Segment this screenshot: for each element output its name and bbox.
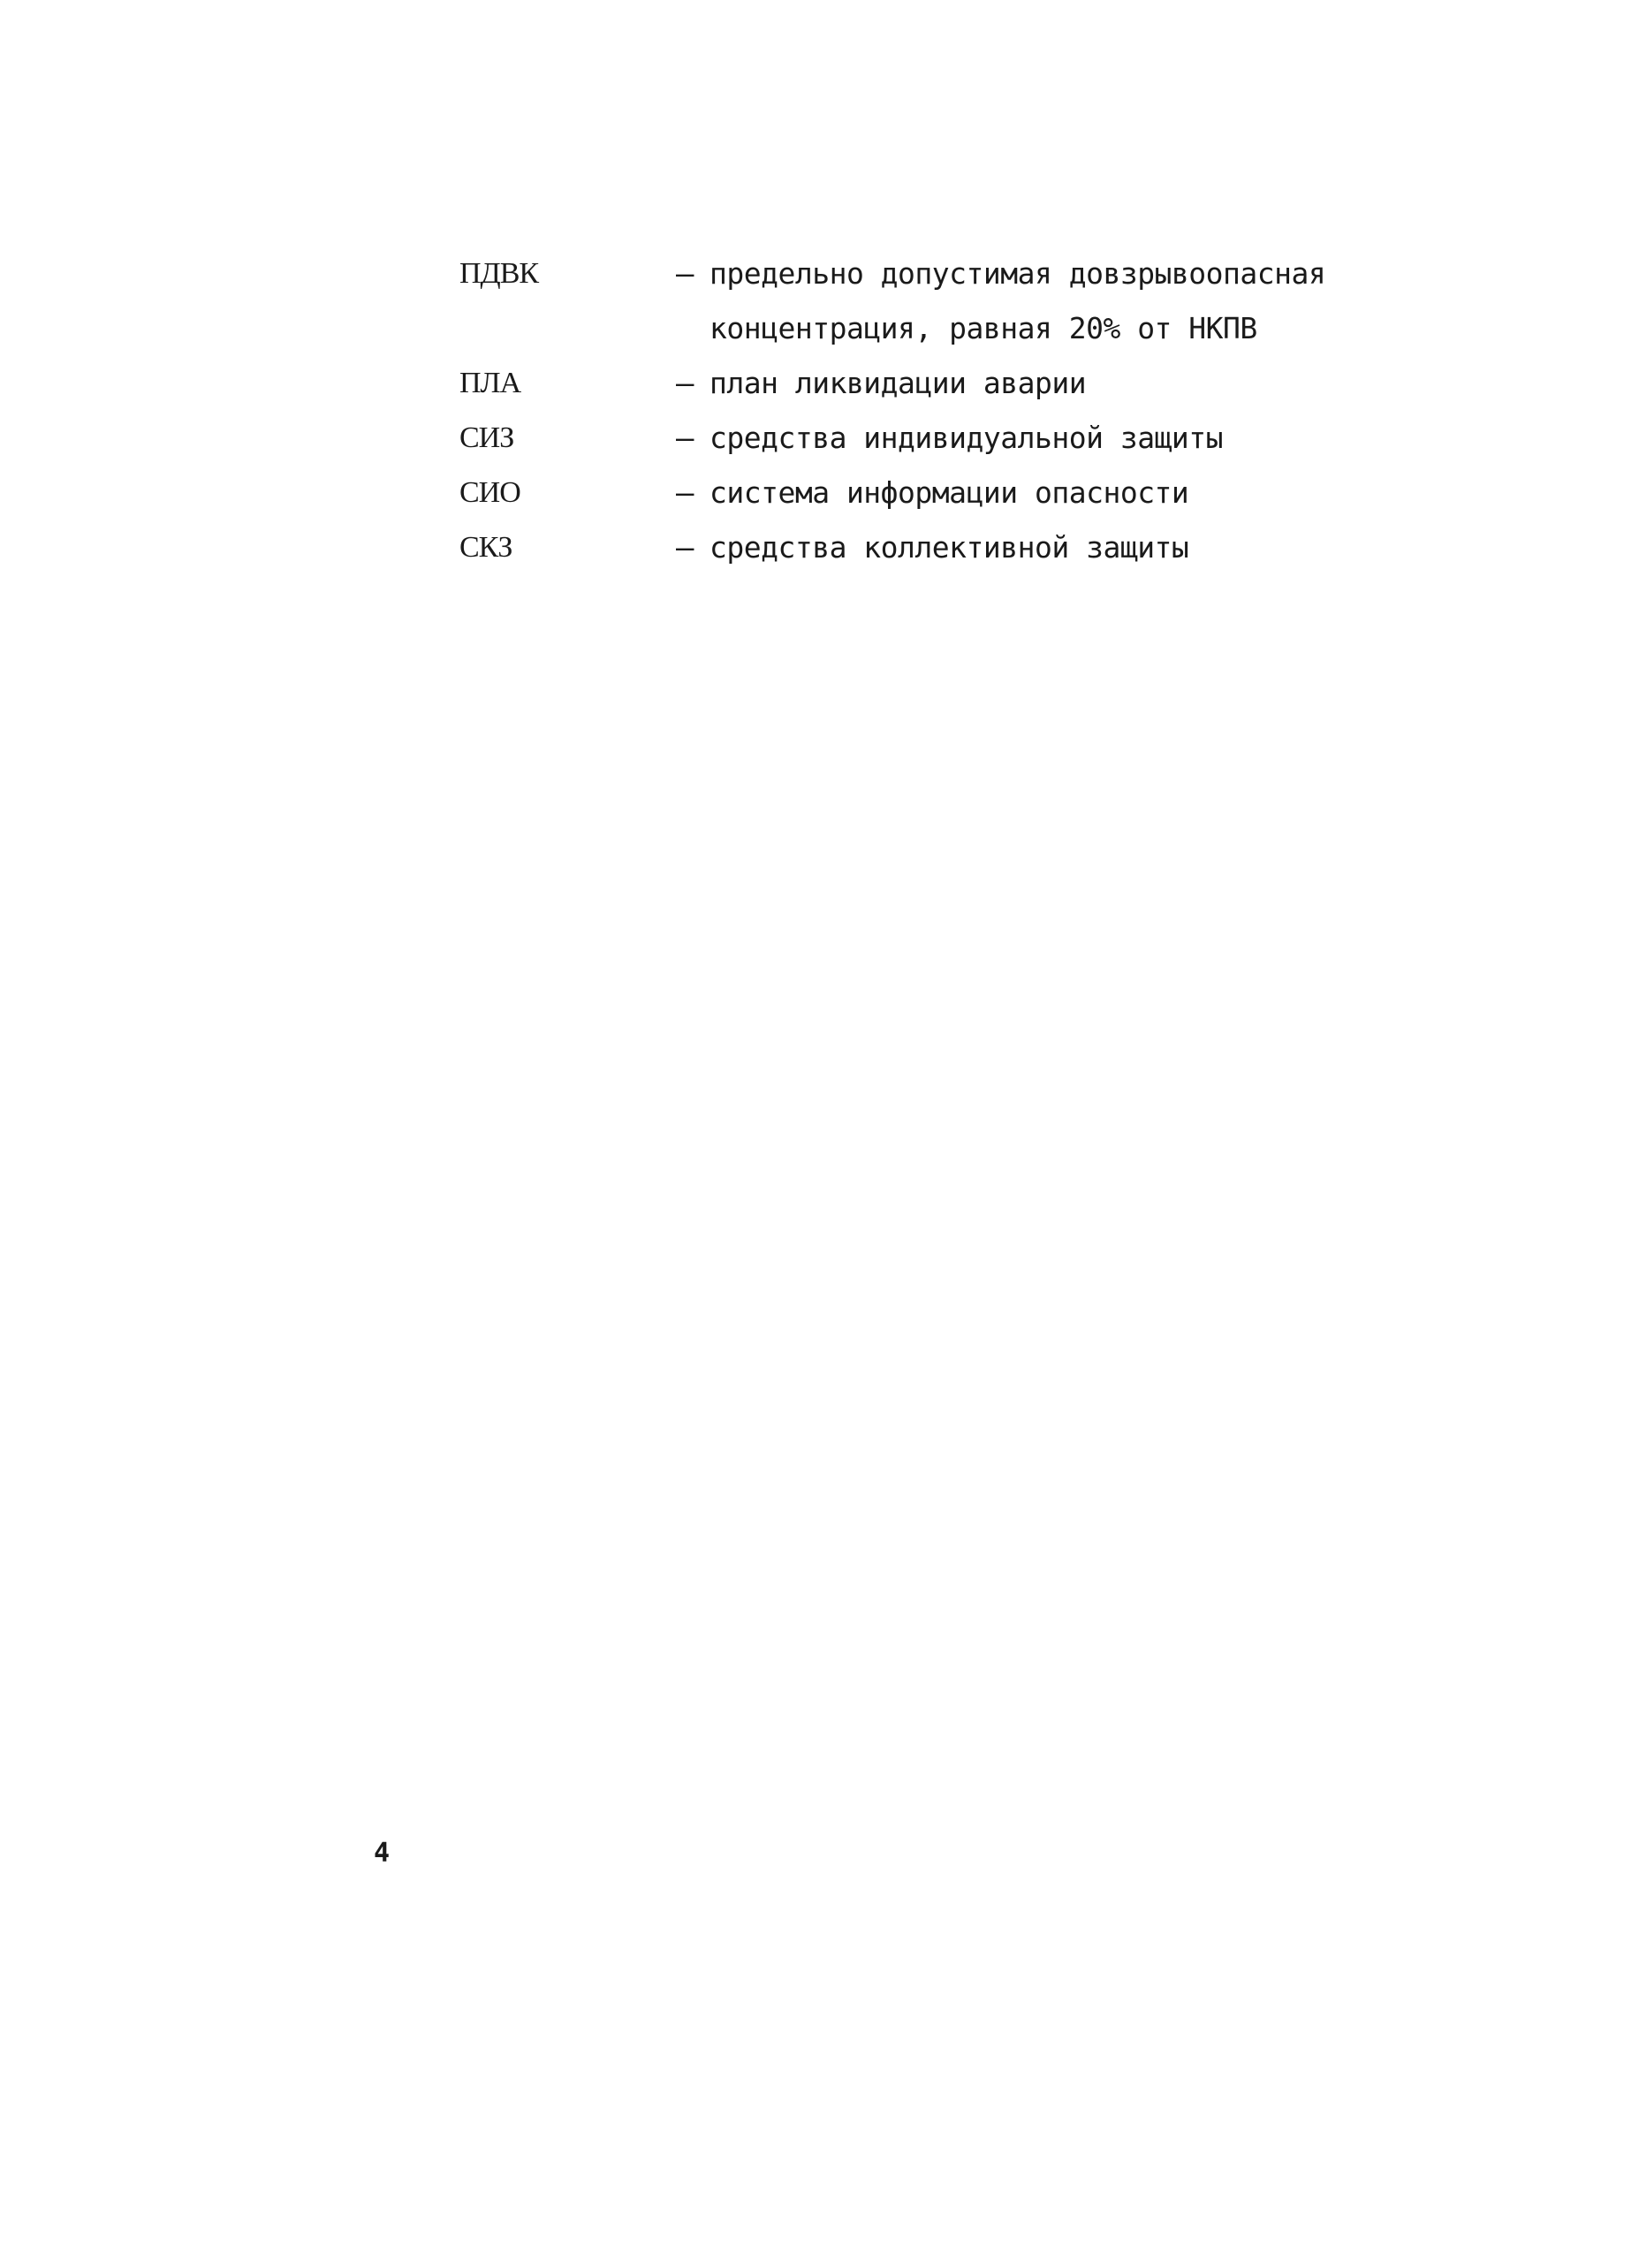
abbreviation-term: СКЗ [459, 531, 512, 564]
definition-line: средства индивидуальной защиты [709, 421, 1224, 455]
abbreviation-dash: – [676, 530, 694, 565]
abbreviation-definition [709, 475, 1431, 511]
abbreviation-definition [709, 421, 1431, 456]
abbreviation-term: ПДВК [459, 257, 539, 290]
definition-line: план ликвидации аварии [709, 366, 1087, 400]
abbreviation-term: СИО [459, 476, 520, 509]
abbreviation-entry-pdvk [459, 256, 1431, 346]
abbreviation-definition [709, 530, 1431, 565]
abbreviation-term: ПЛА [459, 367, 521, 399]
abbreviation-entry-siz [459, 421, 1431, 456]
abbreviation-term: СИЗ [459, 421, 514, 454]
definition-line: средства коллективной защиты [709, 530, 1189, 565]
abbreviation-entry-sio [459, 475, 1431, 511]
page-number: 4 [374, 1838, 391, 1869]
definition-line: предельно допустимая довзрывоопасная [709, 256, 1326, 291]
abbreviation-definition [709, 256, 1431, 346]
abbreviation-dash: – [676, 475, 694, 511]
abbreviation-dash: – [676, 421, 694, 456]
abbreviation-list [459, 256, 1431, 585]
definition-line: система информации опасности [709, 475, 1189, 510]
abbreviation-dash: – [676, 366, 694, 401]
abbreviation-entry-pla [459, 366, 1431, 401]
abbreviation-definition [709, 366, 1431, 401]
abbreviation-entry-skz [459, 530, 1431, 565]
definition-line: концентрация, равная 20% от НКПВ [709, 311, 1257, 345]
abbreviation-dash: – [676, 256, 694, 292]
